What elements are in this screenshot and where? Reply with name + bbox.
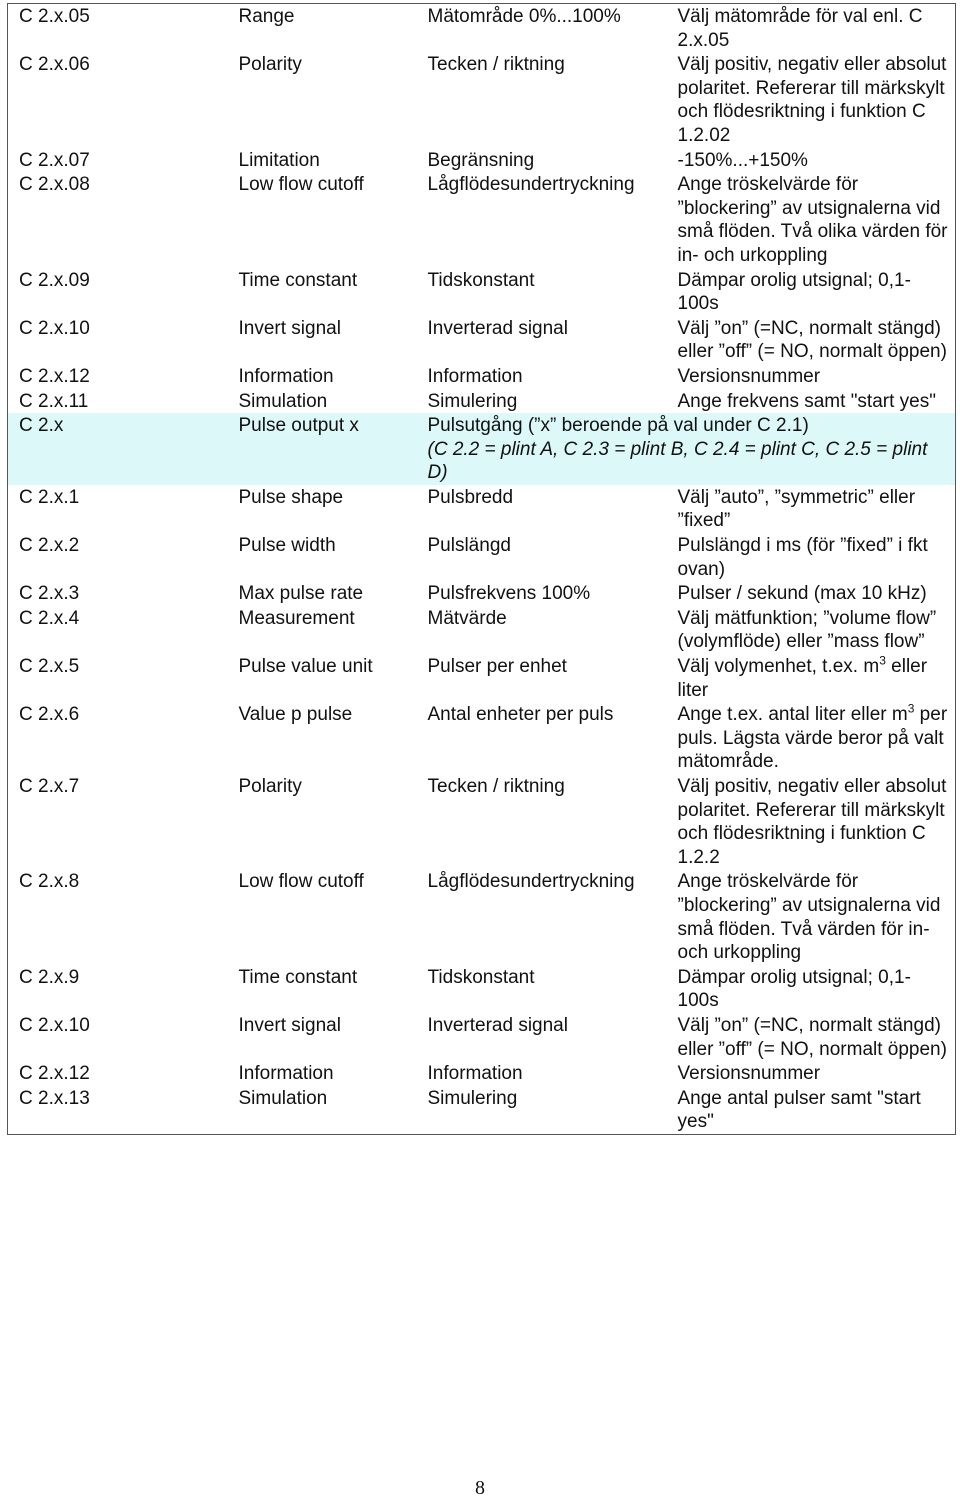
description	[662, 654, 956, 702]
swedish-name: Mätområde 0%...100%	[427, 6, 621, 27]
swedish-name: Information	[427, 365, 523, 387]
swedish-name: Tecken / riktning	[427, 776, 565, 797]
table-row	[8, 581, 956, 606]
english-name: Time constant	[238, 966, 358, 988]
description: Välj positiv, negativ eller absolut polaritet. Refererar till märkskylt och flödesriktning i funktion C 1.2.02	[677, 54, 947, 146]
english-name: Pulse shape	[238, 486, 344, 508]
swedish-name: Simulering	[427, 390, 518, 412]
description: Dämpar orolig utsignal; 0,1-100s	[677, 966, 911, 1012]
swedish-name: Lågflödesundertryckning	[427, 174, 635, 196]
description-part: per puls. Lägsta värde beror på valt mätområde.	[677, 704, 948, 773]
table-row	[8, 172, 956, 267]
description: Välj mätområde för val enl. C 2.x.05	[677, 6, 923, 51]
english-name: Max pulse rate	[238, 583, 364, 605]
description: Versionsnummer	[677, 365, 821, 387]
english-name: Time constant	[238, 269, 358, 291]
description: Versionsnummer	[677, 1063, 821, 1085]
english-name: Simulation	[238, 1087, 328, 1109]
function-code: C 2.x.12	[19, 1063, 90, 1085]
english-name: Low flow cutoff	[238, 871, 364, 893]
function-code: C 2.x.5	[19, 656, 80, 678]
function-code: C 2.x.3	[19, 583, 80, 605]
table-row	[8, 485, 956, 533]
english-name: Simulation	[238, 390, 328, 412]
swedish-name: Information	[427, 1063, 523, 1085]
superscript: 3	[907, 701, 915, 716]
description-part: Ange t.ex. antal liter eller m	[677, 704, 908, 726]
group-description	[417, 413, 956, 485]
table-row	[8, 774, 956, 869]
group-code: C 2.x	[8, 413, 228, 485]
table-row	[8, 364, 956, 389]
english-name: Low flow cutoff	[238, 174, 364, 196]
function-code: C 2.x.12	[19, 365, 90, 387]
swedish-name: Pulsbredd	[427, 486, 514, 508]
english-name: Measurement	[238, 607, 355, 629]
description: Pulslängd i ms (för ”fixed” i fkt ovan)	[677, 535, 928, 580]
description: Välj positiv, negativ eller absolut polaritet. Refererar till märkskylt och flödesriktning i funktion C 1.2.2	[677, 776, 947, 868]
table-row	[8, 268, 956, 316]
english-name: Invert signal	[238, 1014, 341, 1036]
table-row	[8, 654, 956, 702]
group-description-line2: (C 2.2 = plint A, C 2.3 = plint B, C 2.4 = plint C, C 2.5 = plint D)	[427, 438, 928, 484]
swedish-name: Simulering	[427, 1087, 518, 1109]
description: Ange tröskelvärde för ”blockering” av utsignalerna vid små flöden. Två olika värden för in- och urkoppling	[677, 174, 948, 266]
function-code: C 2.x.4	[19, 607, 80, 629]
swedish-name: Pulser per enhet	[427, 656, 567, 678]
description: Dämpar orolig utsignal; 0,1-100s	[677, 269, 911, 315]
function-code: C 2.x.10	[19, 1014, 90, 1036]
description: -150%...+150%	[677, 149, 808, 171]
english-name: Pulse value unit	[238, 656, 373, 678]
function-code: C 2.x.2	[19, 535, 80, 557]
swedish-name: Mätvärde	[427, 607, 507, 629]
function-code: C 2.x.11	[19, 390, 89, 412]
description: Välj ”on” (=NC, normalt stängd) eller ”off” (= NO, normalt öppen)	[677, 1014, 947, 1060]
english-name: Range	[238, 6, 295, 27]
english-name: Information	[238, 1063, 334, 1085]
swedish-name: Antal enheter per puls	[427, 704, 614, 726]
description: Välj mätfunktion; ”volume flow” (volymflöde) eller ”mass flow”	[677, 607, 937, 653]
description: Välj ”on” (=NC, normalt stängd) eller ”off” (= NO, normalt öppen)	[677, 317, 947, 363]
english-name: Pulse width	[238, 535, 336, 557]
table-row	[8, 606, 956, 654]
group-english-name: Pulse output x	[228, 413, 417, 485]
english-name: Polarity	[238, 54, 302, 76]
group-header-row	[8, 413, 956, 485]
english-name: Limitation	[238, 149, 320, 171]
swedish-name: Tidskonstant	[427, 966, 535, 988]
table-row	[8, 1086, 956, 1135]
swedish-name: Inverterad signal	[427, 317, 568, 339]
english-name: Value p pulse	[238, 704, 353, 726]
group-description-line1: Pulsutgång (”x” beroende på val under C 2.1)	[427, 415, 809, 437]
english-name: Invert signal	[238, 317, 341, 339]
function-code: C 2.x.1	[19, 486, 80, 508]
table-row	[8, 1061, 956, 1086]
description: Ange antal pulser samt "start yes"	[677, 1087, 921, 1133]
superscript: 3	[879, 653, 886, 668]
function-code: C 2.x.05	[19, 6, 90, 27]
description: Ange frekvens samt "start yes"	[677, 390, 936, 412]
swedish-name: Pulslängd	[427, 535, 511, 557]
function-code: C 2.x.10	[19, 317, 90, 339]
description-part: Välj volymenhet, t.ex. m	[677, 656, 880, 678]
table-row	[8, 316, 956, 364]
swedish-name: Inverterad signal	[427, 1014, 568, 1036]
function-code: C 2.x.13	[19, 1087, 90, 1109]
function-code: C 2.x.9	[19, 966, 80, 988]
table-row	[8, 965, 956, 1013]
table-row	[8, 1013, 956, 1061]
description	[662, 702, 956, 774]
function-code: C 2.x.7	[19, 776, 80, 797]
table-row	[8, 702, 956, 774]
function-code: C 2.x.09	[19, 269, 90, 291]
page-number: 8	[475, 1477, 485, 1499]
function-code: C 2.x.07	[19, 149, 90, 171]
table-row	[8, 148, 956, 173]
swedish-name: Lågflödesundertryckning	[427, 871, 635, 893]
table-row	[8, 52, 956, 147]
swedish-name: Begränsning	[427, 149, 535, 171]
english-name: Polarity	[238, 776, 302, 797]
description: Pulser / sekund (max 10 kHz)	[677, 583, 927, 605]
description: Välj ”auto”, ”symmetric” eller ”fixed”	[677, 486, 916, 532]
swedish-name: Tidskonstant	[427, 269, 535, 291]
table-row	[8, 389, 956, 414]
function-code: C 2.x.8	[19, 871, 80, 893]
swedish-name: Pulsfrekvens 100%	[427, 583, 591, 605]
description: Ange tröskelvärde för ”blockering” av utsignalerna vid små flöden. Två värden för in- och urkoppling	[677, 871, 941, 964]
menu-table	[7, 3, 956, 1135]
swedish-name: Tecken / riktning	[427, 54, 565, 76]
table-row	[8, 869, 956, 964]
function-code: C 2.x.08	[19, 174, 90, 196]
english-name: Information	[238, 365, 334, 387]
function-code: C 2.x.06	[19, 54, 90, 76]
table-row	[8, 533, 956, 581]
function-code: C 2.x.6	[19, 704, 80, 726]
table-row	[8, 4, 956, 53]
description-part: eller liter	[677, 656, 928, 701]
